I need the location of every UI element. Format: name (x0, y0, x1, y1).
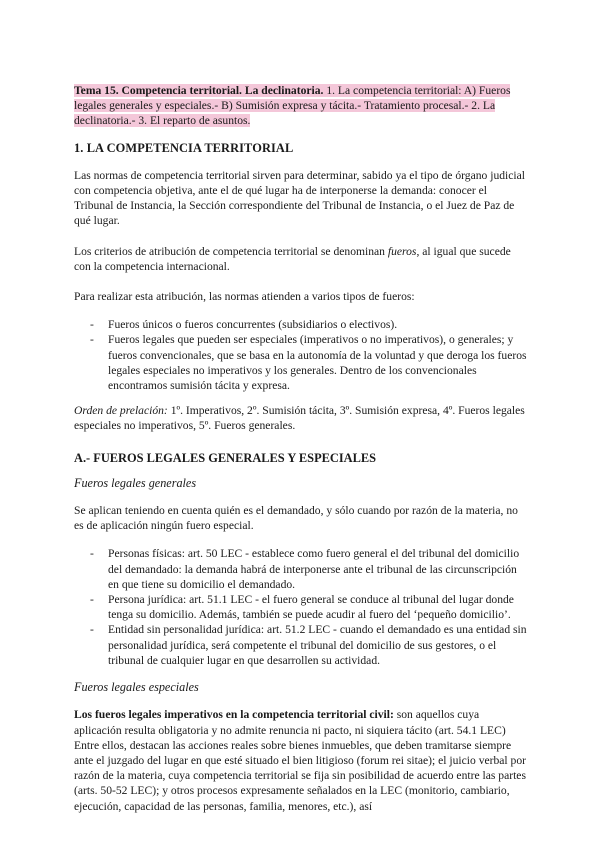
fueros-term: fueros (387, 244, 417, 258)
paragraph-text: , al igual que sucede con la competencia internacional. (74, 244, 511, 273)
list-item-text: Personas físicas: art. 50 LEC - establece como fuero general el del tribunal del domicilio del demandado: la demanda habrá de interponerse ante el tribunal de las circunscripción en que tiene su domicilio el demandado. (108, 547, 520, 591)
section-1-paragraph-2 (74, 244, 528, 274)
section-1-heading: 1. LA COMPETENCIA TERRITORIAL (74, 140, 294, 155)
section-a-paragraph-2 (74, 707, 528, 813)
topic-title-bold: Tema 15. Competencia territorial. La declinatoria. (74, 84, 324, 97)
list-item (90, 622, 528, 668)
list-item-text: Fueros legales que pueden ser especiales (imperativos o no imperativos), o generales; y fueros convencionales, que se basa en la autonomía de la voluntad y que deroga los fueros legales especiales no imperativos y los generales. Dentro de los convencionales encontramos sumisión tácita y expresa. (108, 333, 527, 393)
section-a-paragraph-1: Se aplican teniendo en cuenta quién es el demandado, y sólo cuando por razón de la materia, no es de aplicación ningún fuero especial. (74, 504, 518, 533)
dash-bullet: - (90, 547, 94, 561)
topic-title-highlight (74, 84, 510, 127)
subheading-special-fueros: Fueros legales especiales (74, 680, 199, 695)
topic-title-outline: 1. La competencia territorial: A) Fueros legales generales y especiales.- B) Sumisión expresa y tácita.- Tratamiento procesal.- 2. La declinatoria.- 3. El reparto de asuntos. (74, 84, 511, 128)
imperative-fueros-term: Los fueros legales imperativos en la competencia territorial civil: (74, 708, 394, 722)
order-of-precedence (74, 403, 528, 433)
section-1-paragraph-3: Para realizar esta atribución, las normas atienden a varios tipos de fueros: (74, 290, 415, 304)
document-page (74, 83, 528, 829)
list-item (90, 317, 528, 332)
fueros-types-list (74, 317, 528, 393)
paragraph-text: son aquellos cuya aplicación resulta obligatoria y no admite renuncia ni pacto, ni siquiera tácito (art. 54.1 LEC) Entre ellos, destacan las acciones reales sobre bienes inmuebles, que deben tramitarse siempre ante el juzgado del lugar en que esté situado el bien litigioso (forum rei sitae); el juicio verbal por razón de la materia, cuya competencia territorial se fija sin posibilidad de acuerdo entre las partes (arts. 50-52 LEC); y otros procesos expresamente señalados en la LEC (monitorio, cambiario, ejecución, capacidad de las personas, familia, menores, etc.), así (74, 708, 527, 813)
topic-title (74, 83, 528, 129)
section-1-paragraph-1: Las normas de competencia territorial sirven para determinar, sabido ya el tipo de órgano judicial con competencia objetiva, ante el de qué lugar ha de interponerse la demanda: conocer el Tribunal de Instancia, la Sección correspondiente del Tribunal de Instancia, o el Juez de Paz de qué lugar. (74, 168, 525, 228)
dash-bullet: - (90, 333, 94, 347)
list-item-text: Fueros únicos o fueros concurrentes (subsidiarios o electivos). (108, 318, 398, 332)
dash-bullet: - (90, 593, 94, 607)
list-item-text: Entidad sin personalidad jurídica: art. 51.2 LEC - cuando el demandado es una entidad sin personalidad jurídica, será competente el tribunal del domicilio de sus gestores, o el tribunal de cualquier lugar en que desarrollen su actividad. (108, 623, 527, 667)
order-label: Orden de prelación: (74, 404, 168, 418)
section-a-heading: A.- FUEROS LEGALES GENERALES Y ESPECIALES (74, 450, 377, 465)
subheading-general-fueros: Fueros legales generales (74, 475, 197, 490)
list-item (90, 546, 528, 592)
list-item-text: Persona jurídica: art. 51.1 LEC - el fuero general se conduce al tribunal del lugar donde tenga su domicilio. Además, también se puede acudir al fuero del ‘pequeño domicilio’. (108, 593, 514, 622)
dash-bullet: - (90, 623, 94, 637)
general-fueros-list (74, 546, 528, 668)
list-item (90, 592, 528, 622)
order-text: 1º. Imperativos, 2º. Sumisión tácita, 3º. Sumisión expresa, 4º. Fueros legales especiales no imperativos, 5º. Fueros generales. (74, 404, 525, 433)
list-item (90, 332, 528, 393)
paragraph-text: Los criterios de atribución de competencia territorial se denominan (74, 244, 388, 258)
dash-bullet: - (90, 318, 94, 332)
